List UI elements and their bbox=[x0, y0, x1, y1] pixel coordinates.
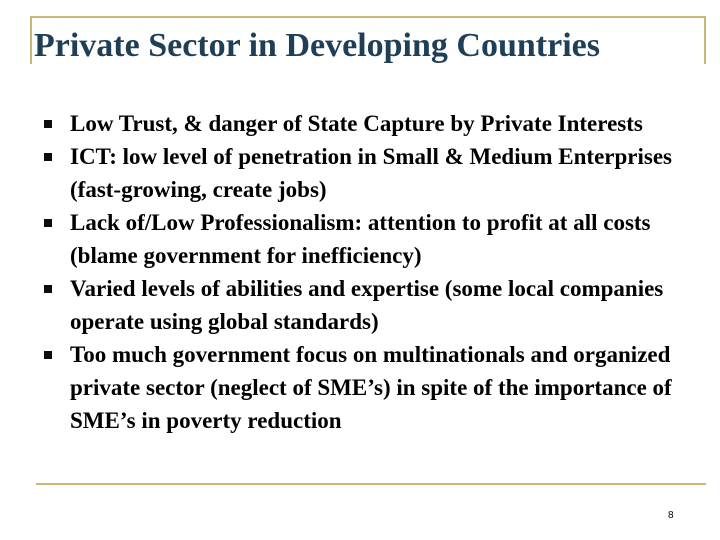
frame-left-rule bbox=[30, 16, 32, 64]
bullet-text: Lack of/Low Professionalism: attention to profit at all costs (blame government for inefficiency) bbox=[70, 210, 651, 268]
square-bullet-icon bbox=[44, 351, 52, 359]
bullet-item bbox=[44, 107, 684, 140]
bullet-text: Low Trust, & danger of State Capture by Private Interests bbox=[70, 111, 643, 136]
frame-bottom-rule bbox=[36, 483, 706, 485]
frame-top-rule bbox=[30, 16, 706, 18]
bullet-item bbox=[44, 140, 684, 206]
bullet-text: Varied levels of abilities and expertise (some local companies operate using global standards) bbox=[70, 276, 664, 334]
page-number: 8 bbox=[668, 510, 674, 521]
square-bullet-icon bbox=[44, 219, 52, 227]
slide-title: Private Sector in Developing Countries bbox=[34, 27, 600, 64]
square-bullet-icon bbox=[44, 285, 52, 293]
square-bullet-icon bbox=[44, 153, 52, 161]
bullet-text: Too much government focus on multinationals and organized private sector (neglect of SME’s) in spite of the importance of SME’s in poverty reduction bbox=[70, 342, 672, 433]
square-bullet-icon bbox=[44, 120, 52, 128]
bullet-item bbox=[44, 206, 684, 272]
frame-right-rule bbox=[704, 16, 706, 64]
bullet-text: ICT: low level of penetration in Small & Medium Enterprises (fast-growing, create jobs) bbox=[70, 144, 672, 202]
bullet-item bbox=[44, 338, 684, 437]
bullet-list bbox=[44, 107, 684, 437]
bullet-item bbox=[44, 272, 684, 338]
